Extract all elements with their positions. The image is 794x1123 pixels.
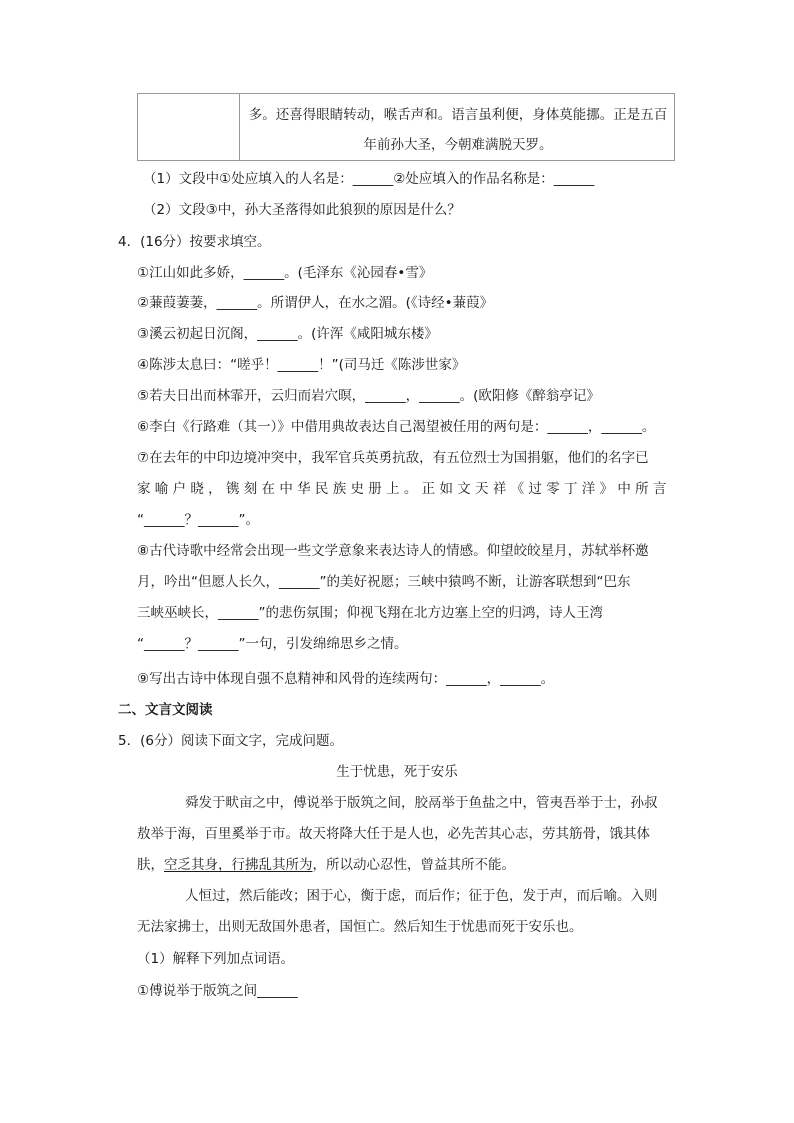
table-divider [239, 94, 240, 160]
passage-p1-line-2: 敖举于海，百里奚举于市。故天将降大任于是人也，必先苦其心志，劳其筋骨，饿其体 [137, 826, 650, 842]
passage-title: 生于忧患，死于安乐 [336, 764, 458, 780]
passage-text: 肤， [137, 857, 164, 873]
q4-item-8-line-2: 月，吟出“但愿人长久，______”的美好祝愿；三峡中猿鸣不断，让游客联想到“巴东 [137, 574, 631, 590]
table-cell-line-2: 年前孙大圣，今朝难满脱天罗。 [363, 137, 553, 153]
q5-sub1: （1）解释下列加点词语。 [137, 951, 295, 967]
q3-sub1: （1）文段中①处应填入的人名是：______②处应填入的作品名称是：______ [143, 171, 595, 187]
passage-text: ，所以动心忍性，曾益其所不能。 [312, 857, 515, 873]
table-fragment [137, 93, 675, 161]
q4-item-7-line-1: ⑦在去年的中印边境冲突中，我军官兵英勇抗敌，有五位烈士为国捐躯，他们的名字已 [137, 450, 649, 466]
q4-item-4: ④陈涉太息曰：“嗟乎！______！”(司马迁《陈涉世家》 [137, 357, 466, 373]
passage-p1-line-1: 舜发于畎亩之中，傅说举于版筑之间，胶鬲举于鱼盐之中，管夷吾举于士，孙叔 [185, 795, 658, 811]
q3-sub2: （2）文段③中，孙大圣落得如此狼狈的原因是什么？ [143, 202, 461, 218]
table-cell-line-1: 多。还喜得眼睛转动，喉舌声和。语言虽利便，身体莫能挪。正是五百 [248, 107, 668, 123]
q4-header: 4．(16分）按要求填空。 [118, 234, 271, 250]
q4-item-3: ③溪云初起日沉阁，______。(许浑《咸阳城东楼》 [137, 326, 438, 342]
q5-sub1-item-1: ①傅说举于版筑之间______ [137, 983, 298, 999]
q4-item-8-line-3: 三峡巫峡长，______”的悲伤氛围；仰视飞翔在北方边塞上空的归鸿，诗人王湾 [137, 605, 603, 621]
q4-item-5: ⑤若夫日出而林霏开，云归而岩穴暝，______，______。(欧阳修《醉翁亭记》 [137, 388, 600, 404]
section-heading: 二、文言文阅读 [118, 702, 213, 718]
q5-header: 5．(6分）阅读下面文字，完成问题。 [118, 733, 343, 749]
q4-item-9: ⑨写出古诗中体现自强不息精神和风骨的连续两句：______，______。 [137, 671, 555, 687]
passage-p2-line-2: 无法家拂士，出则无敌国外患者，国恒亡。然后知生于忧患而死于安乐也。 [137, 919, 583, 935]
q4-item-6: ⑥李白《行路难（其一）》中借用典故表达自己渴望被任用的两句是：______，______。 [137, 419, 656, 435]
q4-item-7-line-3: “______？______”。 [137, 512, 259, 528]
q4-item-8-line-4: “______？______”一句，引发绵绵思乡之情。 [137, 636, 408, 652]
q4-item-1: ①江山如此多娇，______。(毛泽东《沁园春•雪》 [137, 265, 433, 281]
q4-item-8-line-1: ⑧古代诗歌中经常会出现一些文学意象来表达诗人的情感。仰望皎皎星月，苏轼举杯邀 [137, 543, 649, 559]
passage-p2-line-1: 人恒过，然后能改；困于心，衡于虑，而后作；征于色，发于声，而后喻。入则 [185, 888, 658, 904]
underlined-phrase: 空乏其身，行拂乱其所为 [164, 857, 313, 873]
q4-item-2: ②蒹葭萋萋，______。所谓伊人，在水之湄。(《诗经•蒹葭》 [137, 295, 494, 311]
passage-p1-line-3 [137, 856, 515, 874]
q4-item-7-line-2: 家 喻 户 晓 ， 镌 刻 在 中 华 民 族 史 册 上 。 正 如 文 天 祥 《 过 零 丁 洋 》 中 所 言 [137, 481, 667, 497]
